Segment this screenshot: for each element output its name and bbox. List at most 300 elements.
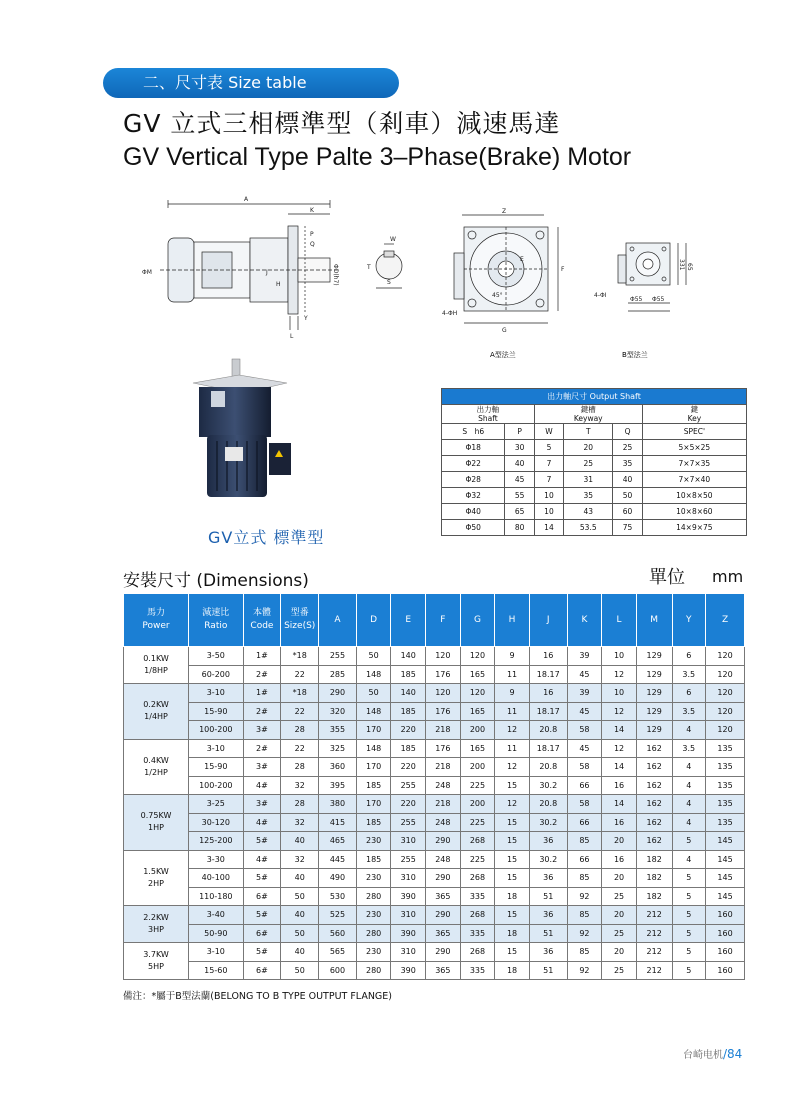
dimensions-cell: 120 [706,665,745,684]
dimensions-header-cell: 減速比 Ratio [189,594,244,647]
dimensions-cell: 45 [567,739,602,758]
dimensions-cell: 100-200 [189,721,244,740]
dimensions-cell: 12 [495,795,530,814]
shaft-cell: 25 [564,456,613,472]
dimensions-cell: 25 [602,887,637,906]
dimensions-cell: 310 [391,869,426,888]
dimensions-cell: 360 [319,758,357,777]
dimensions-cell: 25 [602,961,637,980]
dimensions-cell: 4# [243,776,281,795]
dim-t-label: T [367,264,371,271]
dimensions-cell: 4 [672,813,706,832]
dimensions-cell: 16 [602,776,637,795]
dimensions-cell: 5 [672,869,706,888]
dimensions-cell: 445 [319,850,357,869]
page-number: /84 [723,1047,743,1061]
shaft-cell: 14 [534,520,563,536]
dimensions-cell: 148 [356,739,391,758]
dimensions-cell: 30-120 [189,813,244,832]
dimensions-cell: 36 [529,869,567,888]
dimensions-cell: 165 [460,702,495,721]
page-title-en: GV Vertical Type Palte 3–Phase(Brake) Motor [123,143,632,171]
dimensions-cell: 58 [567,795,602,814]
b-dim-1: 65 [686,263,693,271]
dimensions-cell: 3-10 [189,739,244,758]
dimensions-cell: 268 [460,869,495,888]
dimensions-cell: 3-40 [189,906,244,925]
shaft-table-row [442,440,747,456]
dimensions-cell: 162 [636,758,672,777]
dim-d-label: ΦD(h7) [332,264,339,286]
dimensions-cell: 230 [356,906,391,925]
power-cell: 0.2KW 1/4HP [124,684,189,740]
dimensions-cell: 129 [636,702,672,721]
dimensions-cell: 176 [426,665,461,684]
dimensions-cell: 185 [356,776,391,795]
key-group-header: 鍵 Key [642,405,746,424]
shaft-table-row [442,504,747,520]
page-title-cn: GV 立式三相標準型（剎車）減速馬達 [123,109,561,138]
dimensions-cell: 415 [319,813,357,832]
dimensions-cell: 22 [281,702,319,721]
shaft-cell: 55 [505,488,534,504]
page-footer [683,1046,742,1061]
dimensions-cell: 465 [319,832,357,851]
dimensions-header-cell: K [567,594,602,647]
dimensions-cell: 310 [391,906,426,925]
dimensions-cell: 4 [672,758,706,777]
footer-brand: 台崎电机 [683,1050,723,1061]
dimensions-cell: 3-10 [189,684,244,703]
b-dim-0: 331 [678,259,685,271]
dimensions-cell: 120 [706,702,745,721]
dimensions-cell: 129 [636,647,672,666]
dimensions-row [124,758,745,777]
dimensions-header-cell: 本體 Code [243,594,281,647]
dimensions-cell: 285 [319,665,357,684]
dim-z-label: Z [502,208,507,215]
output-shaft-table [441,388,747,536]
dimensions-cell: 170 [356,758,391,777]
dimensions-header-cell: 型番 Size(S) [281,594,319,647]
dimensions-cell: 145 [706,887,745,906]
dimensions-cell: 160 [706,943,745,962]
dimensions-cell: 290 [426,906,461,925]
dimensions-cell: 170 [356,795,391,814]
dimensions-cell: 20 [602,906,637,925]
shaft-cell: 25 [613,440,642,456]
shaft-table-row [442,456,747,472]
dimensions-cell: 200 [460,795,495,814]
power-cell: 3.7KW 5HP [124,943,189,980]
dim-l-label: L [290,333,294,340]
dimensions-cell: 140 [391,647,426,666]
dimensions-cell: 230 [356,943,391,962]
shaft-cell: 10 [534,504,563,520]
dimensions-cell: 185 [391,739,426,758]
dimensions-cell: 50 [281,887,319,906]
dimensions-cell: 5 [672,924,706,943]
dimensions-cell: 162 [636,832,672,851]
dimensions-cell: 16 [529,647,567,666]
dimensions-cell: 230 [356,832,391,851]
dimensions-cell: 18.17 [529,665,567,684]
dimensions-cell: 185 [391,702,426,721]
dimensions-cell: 51 [529,961,567,980]
section-label: 二、尺寸表 Size table [103,68,399,98]
dimensions-cell: 185 [391,665,426,684]
dimensions-cell: 145 [706,832,745,851]
power-cell: 0.75KW 1HP [124,795,189,851]
dimensions-cell: 39 [567,684,602,703]
dimensions-cell: 3.5 [672,739,706,758]
dimensions-cell: 45 [567,665,602,684]
dimensions-cell: 162 [636,795,672,814]
dimensions-row [124,647,745,666]
shaft-cell: 65 [505,504,534,520]
dimensions-cell: 365 [426,924,461,943]
dim-m-label: ΦM [142,269,152,276]
dimensions-cell: 12 [602,665,637,684]
dimensions-cell: 16 [602,850,637,869]
dimensions-cell: 3# [243,758,281,777]
shaft-cell: 5 [534,440,563,456]
dimensions-cell: 160 [706,906,745,925]
shaft-cell: 5×5×25 [642,440,746,456]
dimensions-cell: 66 [567,776,602,795]
dimensions-cell: 135 [706,795,745,814]
dimensions-cell: 3-50 [189,647,244,666]
dimensions-cell: 320 [319,702,357,721]
dimensions-cell: 5# [243,906,281,925]
dimensions-cell: 36 [529,943,567,962]
power-cell: 1.5KW 2HP [124,850,189,906]
dimensions-cell: 50-90 [189,924,244,943]
shaft-cell: 30 [505,440,534,456]
dimensions-row [124,776,745,795]
shaft-cell: 10×8×60 [642,504,746,520]
dimensions-title: 安裝尺寸 (Dimensions) [123,571,309,591]
dimensions-cell: 4 [672,795,706,814]
dimensions-cell: 162 [636,813,672,832]
dimensions-cell: 50 [281,924,319,943]
dimensions-cell: 5# [243,832,281,851]
dimensions-cell: 218 [426,758,461,777]
dimensions-cell: 3# [243,795,281,814]
dimensions-cell: 32 [281,813,319,832]
dimensions-cell: 290 [319,684,357,703]
dimensions-cell: 58 [567,758,602,777]
dimensions-cell: 14 [602,758,637,777]
dimensions-cell: 58 [567,721,602,740]
dimensions-cell: 5 [672,906,706,925]
dimensions-cell: 2# [243,739,281,758]
flange-a-caption: A型法兰 [490,351,516,359]
dimensions-header-cell: M [636,594,672,647]
dimensions-cell: 40 [281,869,319,888]
dimensions-cell: 30.2 [529,850,567,869]
dimensions-header-cell: F [426,594,461,647]
dimensions-cell: 15 [495,943,530,962]
shaft-table-row [442,488,747,504]
dimensions-cell: 565 [319,943,357,962]
dimensions-cell: 365 [426,887,461,906]
dimensions-cell: 3.5 [672,665,706,684]
power-cell: 2.2KW 3HP [124,906,189,943]
flange-b-drawing [592,235,702,360]
dimensions-cell: 212 [636,906,672,925]
shaft-cell: 60 [613,504,642,520]
dimensions-row [124,924,745,943]
shaft-cell: Φ18 [442,440,505,456]
dimensions-cell: 148 [356,702,391,721]
dim-h-label: H [276,281,281,288]
dimensions-cell: 268 [460,906,495,925]
dimensions-cell: 525 [319,906,357,925]
dimensions-cell: 120 [706,721,745,740]
dimensions-row [124,850,745,869]
dimensions-cell: 110-180 [189,887,244,906]
dimensions-cell: 135 [706,739,745,758]
dimensions-cell: 5# [243,943,281,962]
dimensions-cell: 230 [356,869,391,888]
dim-p-label: P [310,231,314,238]
dimensions-cell: 28 [281,721,319,740]
dimensions-cell: 145 [706,850,745,869]
dimensions-cell: 14 [602,795,637,814]
dimensions-cell: 355 [319,721,357,740]
dimensions-cell: 560 [319,924,357,943]
dimensions-cell: 185 [356,813,391,832]
dimensions-cell: 255 [391,850,426,869]
dimensions-row [124,665,745,684]
dimensions-cell: 185 [356,850,391,869]
shaft-cell: 53.5 [564,520,613,536]
dimensions-cell: 268 [460,832,495,851]
dimensions-cell: 16 [529,684,567,703]
shaft-cell: 10×8×50 [642,488,746,504]
dimensions-cell: 39 [567,647,602,666]
shaft-cell: 7 [534,472,563,488]
dimensions-cell: 129 [636,684,672,703]
dimensions-cell: 165 [460,739,495,758]
shaft-cell: 7 [534,456,563,472]
dimensions-cell: 135 [706,813,745,832]
dimensions-cell: 212 [636,943,672,962]
dimensions-cell: 120 [426,684,461,703]
dimensions-cell: 4# [243,850,281,869]
dimensions-cell: 220 [391,721,426,740]
dimensions-cell: 40 [281,943,319,962]
dimensions-cell: 3-25 [189,795,244,814]
dimensions-table [123,593,745,980]
dimensions-cell: 140 [391,684,426,703]
dimensions-cell: 92 [567,924,602,943]
dimensions-row [124,832,745,851]
dimensions-cell: 22 [281,665,319,684]
dimensions-cell: 390 [391,887,426,906]
shaft-cell: Φ22 [442,456,505,472]
dimensions-cell: 4 [672,776,706,795]
dimensions-cell: 36 [529,832,567,851]
dimensions-cell: 30.2 [529,776,567,795]
shaft-cell: 35 [613,456,642,472]
dimensions-cell: 125-200 [189,832,244,851]
shaft-cell: Φ32 [442,488,505,504]
shaft-cell: 75 [613,520,642,536]
dimensions-row [124,961,745,980]
shaft-cell: 40 [613,472,642,488]
shaft-group-header: 出力軸 Shaft [442,405,535,424]
dimensions-cell: 365 [426,961,461,980]
dimensions-cell: 255 [391,776,426,795]
shaft-cell: 31 [564,472,613,488]
dimensions-row [124,721,745,740]
dimensions-cell: 20.8 [529,758,567,777]
dimensions-cell: 5 [672,943,706,962]
dimensions-cell: 15 [495,832,530,851]
dimensions-cell: 20 [602,943,637,962]
dimensions-cell: 145 [706,869,745,888]
dimensions-cell: 325 [319,739,357,758]
b-dim-2: 4-ΦI [594,292,607,299]
dimensions-cell: 490 [319,869,357,888]
dimensions-cell: 160 [706,961,745,980]
dimensions-cell: 120 [706,647,745,666]
dimensions-cell: 20 [602,869,637,888]
product-photo [183,357,303,507]
dimensions-cell: 335 [460,961,495,980]
dimensions-cell: 5 [672,832,706,851]
angle-label: 45° [492,292,503,299]
dimensions-cell: 182 [636,850,672,869]
dimensions-cell: 248 [426,813,461,832]
dimensions-row [124,869,745,888]
dimensions-cell: 10 [602,647,637,666]
dimensions-cell: 135 [706,758,745,777]
dim-w-label: W [390,236,396,243]
shaft-cell: 50 [613,488,642,504]
shaft-table-row [442,472,747,488]
dimensions-cell: 18 [495,887,530,906]
dimensions-cell: 40-100 [189,869,244,888]
dimensions-cell: 15-90 [189,702,244,721]
dimensions-cell: 120 [426,647,461,666]
dimensions-cell: 18.17 [529,739,567,758]
shaft-cell: 14×9×75 [642,520,746,536]
dimensions-cell: 212 [636,961,672,980]
dim-j-label: J [266,269,268,276]
dimensions-cell: 25 [602,924,637,943]
shaft-table-row [442,520,747,536]
dimensions-cell: 290 [426,943,461,962]
dimensions-cell: 310 [391,943,426,962]
dimensions-cell: 176 [426,702,461,721]
dimensions-cell: 200 [460,721,495,740]
dimensions-cell: 3# [243,721,281,740]
shaft-cell: 7×7×35 [642,456,746,472]
shaft-cell: 20 [564,440,613,456]
product-caption: GV立式 標準型 [208,528,325,547]
shaft-table-title: 出力軸尺寸 Output Shaft [442,389,747,405]
shaft-cell: 43 [564,504,613,520]
dimensions-cell: 200 [460,758,495,777]
unit-label: 單位 [649,567,685,588]
dimensions-row [124,702,745,721]
dimensions-cell: 129 [636,665,672,684]
dim-s-label: S [387,279,391,286]
dimensions-cell: 6# [243,887,281,906]
dimensions-cell: 129 [636,721,672,740]
flange-b-caption: B型法兰 [622,351,648,359]
dimensions-cell: 1# [243,647,281,666]
dimensions-cell: 51 [529,887,567,906]
dimensions-cell: 15 [495,813,530,832]
dimensions-cell: 6# [243,961,281,980]
dimensions-cell: 290 [426,869,461,888]
dimensions-cell: 225 [460,776,495,795]
dimensions-cell: 162 [636,739,672,758]
dimensions-cell: 12 [495,758,530,777]
dimensions-cell: 36 [529,906,567,925]
dimensions-cell: 280 [356,887,391,906]
dimensions-cell: 92 [567,887,602,906]
power-cell: 0.4KW 1/2HP [124,739,189,795]
dimensions-row [124,684,745,703]
shaft-cell: 7×7×40 [642,472,746,488]
dimensions-cell: 530 [319,887,357,906]
dimensions-cell: 225 [460,813,495,832]
dimensions-cell: 148 [356,665,391,684]
dimensions-cell: 15 [495,906,530,925]
dimensions-cell: 165 [460,665,495,684]
dimensions-cell: 92 [567,961,602,980]
shaft-cell: 80 [505,520,534,536]
unit-value: mm [712,567,744,586]
shaft-cell: 45 [505,472,534,488]
dimensions-cell: 11 [495,702,530,721]
dimensions-cell: 120 [460,684,495,703]
dimensions-cell: 32 [281,850,319,869]
dimensions-cell: 176 [426,739,461,758]
shaft-cell: Φ40 [442,504,505,520]
dimensions-cell: 18 [495,924,530,943]
dimensions-cell: 85 [567,943,602,962]
holes-label: 4-ΦH [442,310,458,317]
dimensions-cell: 6 [672,647,706,666]
dimensions-row [124,739,745,758]
dimensions-cell: 3-30 [189,850,244,869]
dimensions-cell: 66 [567,850,602,869]
keyway-group-header: 鍵槽 Keyway [534,405,642,424]
dimensions-cell: 15-60 [189,961,244,980]
dimensions-cell: 50 [281,961,319,980]
dimensions-cell: 255 [391,813,426,832]
dimensions-cell: 9 [495,684,530,703]
dimensions-cell: 10 [602,684,637,703]
dimensions-cell: 85 [567,832,602,851]
b-dim-3: Φ55 [630,296,643,303]
dimensions-cell: 18 [495,961,530,980]
dimensions-cell: 15 [495,869,530,888]
dimensions-cell: 212 [636,924,672,943]
dimensions-row [124,887,745,906]
dimensions-cell: 30.2 [529,813,567,832]
dimensions-cell: 66 [567,813,602,832]
dimensions-cell: 225 [460,850,495,869]
side-view-drawing [140,190,340,340]
dimensions-cell: 14 [602,721,637,740]
